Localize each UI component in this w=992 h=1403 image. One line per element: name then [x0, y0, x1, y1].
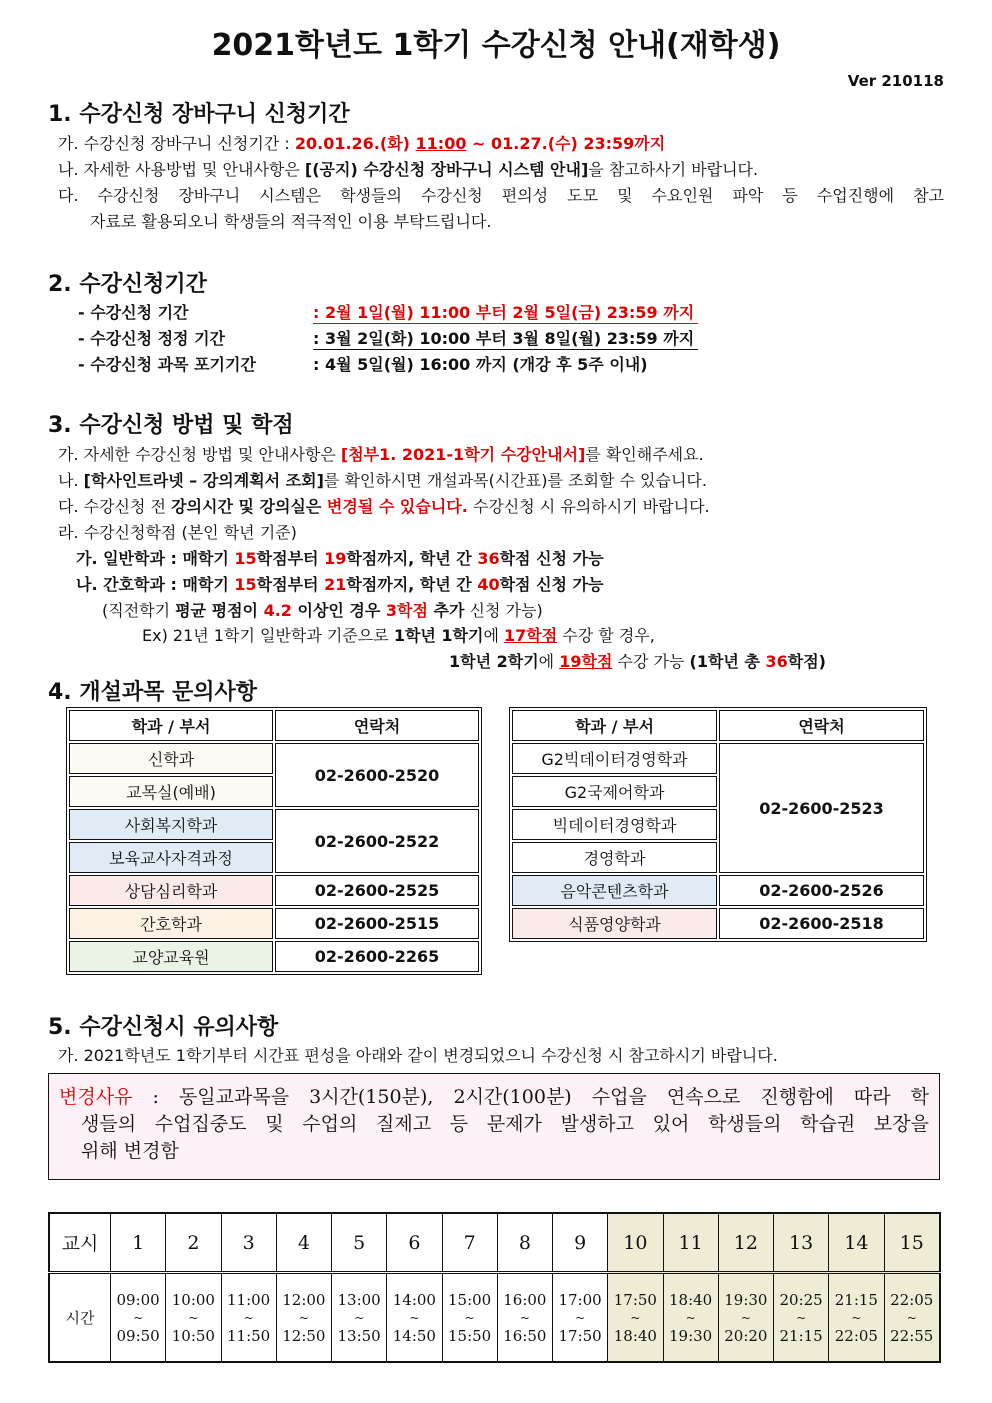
- time-cell: [884, 1273, 940, 1363]
- reason-line3: 위해 변경함: [81, 1140, 179, 1162]
- time-header: 시간: [49, 1273, 111, 1363]
- contact-cell: 02-2600-2522: [275, 809, 479, 873]
- section5-heading: 5. 수강신청시 유의사항: [48, 1015, 279, 1040]
- s3-d2-text: 나. 간호학과 : 매학기: [76, 575, 235, 594]
- period-cell: 8: [497, 1213, 552, 1273]
- s2-row2-value: : 3월 2일(화) 10:00 부터 3월 8일(월) 23:59 까지: [313, 326, 698, 350]
- period-cell: 12: [718, 1213, 773, 1273]
- page-title: 2021학년도 1학기 수강신청 안내(재학생): [211, 28, 781, 63]
- s3-a-attachment: [첨부1. 2021-1학기 수강안내서]: [340, 445, 586, 464]
- contact-cell: 02-2600-2526: [719, 875, 924, 906]
- reason-text: : 동일교과목을 3시간(150분), 2시간(100분) 수업을 연속으로 진행함에 따라 학: [132, 1086, 929, 1108]
- time-tilde: ~: [243, 1310, 254, 1325]
- s3-ex1-text: Ex) 21년 1학기 일반학과 기준으로: [142, 626, 394, 645]
- s3-item-b: [58, 468, 707, 491]
- s3-example-line1: [142, 623, 655, 646]
- period-cell: 1: [111, 1213, 166, 1273]
- s1-a-rest: ~ 01.27.(수) 23:59까지: [466, 134, 666, 153]
- section2-heading: 2. 수강신청기간: [48, 272, 207, 297]
- time-end: 20:20: [724, 1326, 768, 1345]
- s1-item-a: [58, 131, 665, 154]
- s3-ex2-num: 36: [765, 652, 788, 671]
- time-cell: [553, 1273, 608, 1363]
- timetable: [48, 1212, 941, 1363]
- time-start: 13:00: [337, 1290, 381, 1309]
- s3-d1-text: 학점부터: [256, 549, 325, 568]
- dept-cell: 식품영양학과: [512, 908, 717, 939]
- dept-cell: 간호학과: [69, 908, 273, 939]
- time-tilde: ~: [796, 1310, 807, 1325]
- s3-ex1-term: 1학년 1학기: [393, 626, 484, 645]
- time-cell: [497, 1273, 552, 1363]
- s3-ex1-text: 에: [483, 626, 505, 645]
- time-end: 12:50: [282, 1326, 326, 1345]
- col-dept: 학과 / 부서: [512, 710, 717, 741]
- s2-row1-label: - 수강신청 기간: [78, 303, 189, 322]
- time-end: 22:55: [890, 1326, 934, 1345]
- time-cell: [663, 1273, 718, 1363]
- dept-cell: G2빅데이터경영학과: [512, 743, 717, 774]
- s3-item-d: 라. 수강신청학점 (본인 학년 기준): [58, 523, 297, 542]
- contact-cell: 02-2600-2518: [719, 908, 924, 939]
- s3-credits-bonus: [102, 598, 543, 621]
- period-cell: 9: [553, 1213, 608, 1273]
- col-dept: 학과 / 부서: [69, 710, 273, 741]
- contact-table-left: [66, 707, 482, 975]
- s2-row2-label: - 수강신청 정정 기간: [78, 329, 225, 348]
- time-cell: [774, 1273, 829, 1363]
- period-cell: 7: [442, 1213, 497, 1273]
- s3-c-post: 수강신청 시 유의하시기 바랍니다.: [467, 497, 710, 516]
- contact-cell: 02-2600-2525: [275, 875, 479, 906]
- contact-table-right: [509, 707, 927, 942]
- time-start: 11:00: [227, 1290, 271, 1309]
- s3-credits-nursing: [76, 572, 603, 595]
- period-cell: 10: [608, 1213, 663, 1273]
- s3-d3-bold: 평균 평점이: [175, 601, 264, 620]
- period-cell: 11: [663, 1213, 718, 1273]
- s3-d2-num: 15: [234, 575, 257, 594]
- dept-cell: 신학과: [69, 743, 273, 774]
- time-start: 09:00: [116, 1290, 160, 1309]
- contact-cell: 02-2600-2520: [275, 743, 479, 807]
- dept-cell: 교목실(예배): [69, 776, 273, 807]
- s3-ex2-total: 학점): [787, 652, 826, 671]
- s3-ex2-credit: 19학점: [559, 652, 613, 671]
- s1-a-label: 가. 수강신청 장바구니 신청기간 :: [58, 134, 295, 153]
- time-tilde: ~: [906, 1310, 917, 1325]
- time-end: 16:50: [503, 1326, 547, 1345]
- dept-cell: 빅데이터경영학과: [512, 809, 717, 840]
- version-label: Ver 210118: [847, 72, 944, 90]
- s3-b-menu: [학사인트라넷 – 강의계획서 조회]: [83, 471, 324, 490]
- s3-d1-text: 학점 신청 가능: [499, 549, 604, 568]
- time-tilde: ~: [851, 1310, 862, 1325]
- s3-d3-text: (직전학기: [102, 601, 176, 620]
- time-start: 19:30: [724, 1290, 768, 1309]
- s3-c-bold: 강의시간 및 강의실은: [171, 497, 327, 516]
- time-tilde: ~: [298, 1310, 309, 1325]
- time-tilde: ~: [740, 1310, 751, 1325]
- time-cell: [718, 1273, 773, 1363]
- s1-item-b: [58, 157, 758, 180]
- time-start: 16:00: [503, 1290, 547, 1309]
- time-start: 21:15: [834, 1290, 878, 1309]
- s2-row3-value: : 4월 5일(월) 16:00 까지 (개강 후 5주 이내): [313, 355, 648, 374]
- s3-d2-num: 21: [324, 575, 347, 594]
- s1-b-post: 을 참고하사기 바랍니다.: [588, 160, 759, 179]
- period-cell: 4: [276, 1213, 331, 1273]
- time-tilde: ~: [575, 1310, 586, 1325]
- s3-ex1-credit: 17학점: [504, 626, 558, 645]
- time-end: 21:15: [779, 1326, 823, 1345]
- s1-item-c2: 자료로 활용되오니 학생들의 적극적인 이용 부탁드립니다.: [90, 212, 492, 231]
- s1-item-c1: 다. 수강신청 장바구니 시스템은 학생들의 수강신청 편의성 도모 및 수요인원 파악 등 수업진행에 참고: [58, 186, 944, 205]
- s3-c-warning: 변경될 수 있습니다.: [326, 497, 468, 516]
- reason-line1: [59, 1084, 929, 1111]
- contact-cell: 02-2600-2265: [275, 941, 479, 972]
- s3-d1-text: 학점까지, 학년 간: [346, 549, 478, 568]
- s3-d3-bold: 추가: [427, 601, 465, 620]
- dept-cell: 상담심리학과: [69, 875, 273, 906]
- time-start: 18:40: [669, 1290, 713, 1309]
- s3-credits-general: [76, 546, 603, 569]
- contact-cell: 02-2600-2515: [275, 908, 479, 939]
- s1-b-notice: [(공지) 수강신청 장바구니 시스템 안내]: [304, 160, 589, 179]
- s3-ex2-term: 1학년 2학기: [449, 652, 539, 671]
- time-cell: [111, 1273, 166, 1363]
- s3-c-label: 다. 수강신청 전: [58, 497, 172, 516]
- contact-cell: 02-2600-2523: [719, 743, 924, 873]
- s1-a-date1: 20.01.26.(화): [294, 134, 416, 153]
- period-cell: 6: [387, 1213, 442, 1273]
- s3-item-a: [58, 442, 704, 465]
- time-end: 10:50: [171, 1326, 215, 1345]
- s2-row3-label: - 수강신청 과목 포기기간: [78, 355, 256, 374]
- time-cell: [829, 1273, 884, 1363]
- period-cell: 13: [774, 1213, 829, 1273]
- time-tilde: ~: [133, 1310, 144, 1325]
- s3-d1-num: 19: [324, 549, 347, 568]
- time-cell: [387, 1273, 442, 1363]
- s3-ex2-total: (1학년 총: [689, 652, 766, 671]
- s3-b-label: 나.: [58, 471, 84, 490]
- period-cell: 14: [829, 1213, 884, 1273]
- s3-d3-text: 신청 가능): [464, 601, 543, 620]
- section1-heading: 1. 수강신청 장바구니 신청기간: [48, 102, 350, 127]
- s3-d2-text: 학점까지, 학년 간: [346, 575, 478, 594]
- time-end: 18:40: [613, 1326, 657, 1345]
- time-end: 22:05: [834, 1326, 878, 1345]
- time-start: 20:25: [779, 1290, 823, 1309]
- time-start: 22:05: [890, 1290, 934, 1309]
- section3-heading: 3. 수강신청 방법 및 학점: [48, 413, 294, 438]
- time-start: 12:00: [282, 1290, 326, 1309]
- s1-a-time1: 11:00: [415, 134, 467, 153]
- s3-a-label: 가. 자세한 수강신청 방법 및 안내사항은: [58, 445, 341, 464]
- time-end: 19:30: [669, 1326, 713, 1345]
- period-cell: 5: [332, 1213, 387, 1273]
- section4-heading: 4. 개설과목 문의사항: [48, 680, 257, 705]
- time-cell: [276, 1273, 331, 1363]
- s3-item-c: [58, 494, 710, 517]
- s3-d3-gpa: 4.2: [263, 601, 292, 620]
- time-cell: [166, 1273, 221, 1363]
- s3-ex2-text: 수강 가능: [612, 652, 690, 671]
- time-tilde: ~: [630, 1310, 641, 1325]
- change-reason-box: [48, 1073, 940, 1180]
- dept-cell: G2국제어학과: [512, 776, 717, 807]
- s5-item-a: 가. 2021학년도 1학기부터 시간표 편성을 아래와 같이 변경되었으니 수강신청 시 참고하시기 바랍니다.: [58, 1046, 778, 1065]
- s3-example-line2: [449, 649, 826, 672]
- dept-cell: 음악콘텐츠학과: [512, 875, 717, 906]
- s3-ex1-text: 수강 할 경우,: [557, 626, 655, 645]
- time-tilde: ~: [409, 1310, 420, 1325]
- time-start: 17:00: [558, 1290, 602, 1309]
- period-cell: 3: [221, 1213, 276, 1273]
- col-contact: 연락처: [719, 710, 924, 741]
- s3-b-post: 를 확인하시면 개설과목(시간표)를 조회할 수 있습니다.: [323, 471, 707, 490]
- s3-d2-text: 학점 신청 가능: [499, 575, 604, 594]
- s3-d3-bold: 이상인 경우: [291, 601, 386, 620]
- time-end: 17:50: [558, 1326, 602, 1345]
- reason-label: 변경사유: [59, 1086, 133, 1108]
- s3-d1-text: 가. 일반학과 : 매학기: [76, 549, 235, 568]
- time-start: 10:00: [171, 1290, 215, 1309]
- period-cell: 15: [884, 1213, 940, 1273]
- time-tilde: ~: [464, 1310, 475, 1325]
- s3-d3-extra: 3학점: [385, 601, 428, 620]
- s2-row1-value: : 2월 1일(월) 11:00 부터 2월 5일(금) 23:59 까지: [313, 300, 698, 324]
- time-end: 14:50: [392, 1326, 436, 1345]
- time-tilde: ~: [685, 1310, 696, 1325]
- time-tilde: ~: [519, 1310, 530, 1325]
- s3-ex2-text: 에: [538, 652, 560, 671]
- time-cell: [221, 1273, 276, 1363]
- time-tilde: ~: [188, 1310, 199, 1325]
- dept-cell: 경영학과: [512, 842, 717, 873]
- s3-a-post: 를 확인해주세요.: [585, 445, 704, 464]
- s3-d1-num: 15: [234, 549, 257, 568]
- time-start: 14:00: [392, 1290, 436, 1309]
- time-end: 13:50: [337, 1326, 381, 1345]
- dept-cell: 보육교사자격과정: [69, 842, 273, 873]
- s3-d1-num: 36: [477, 549, 500, 568]
- time-cell: [332, 1273, 387, 1363]
- time-end: 09:50: [116, 1326, 160, 1345]
- time-tilde: ~: [354, 1310, 365, 1325]
- time-end: 11:50: [227, 1326, 271, 1345]
- s3-d2-text: 학점부터: [256, 575, 325, 594]
- s1-b-label: 나. 자세한 사용방법 및 안내사항은: [58, 160, 305, 179]
- time-cell: [608, 1273, 663, 1363]
- period-cell: 2: [166, 1213, 221, 1273]
- time-end: 15:50: [448, 1326, 492, 1345]
- time-start: 15:00: [448, 1290, 492, 1309]
- time-cell: [442, 1273, 497, 1363]
- time-start: 17:50: [613, 1290, 657, 1309]
- dept-cell: 사회복지학과: [69, 809, 273, 840]
- reason-line2: 생들의 수업집중도 및 수업의 질제고 등 문제가 발생하고 있어 학생들의 학습권 보장을: [81, 1113, 929, 1135]
- period-header: 교시: [49, 1213, 111, 1273]
- dept-cell: 교양교육원: [69, 941, 273, 972]
- s3-d2-num: 40: [477, 575, 500, 594]
- col-contact: 연락처: [275, 710, 479, 741]
